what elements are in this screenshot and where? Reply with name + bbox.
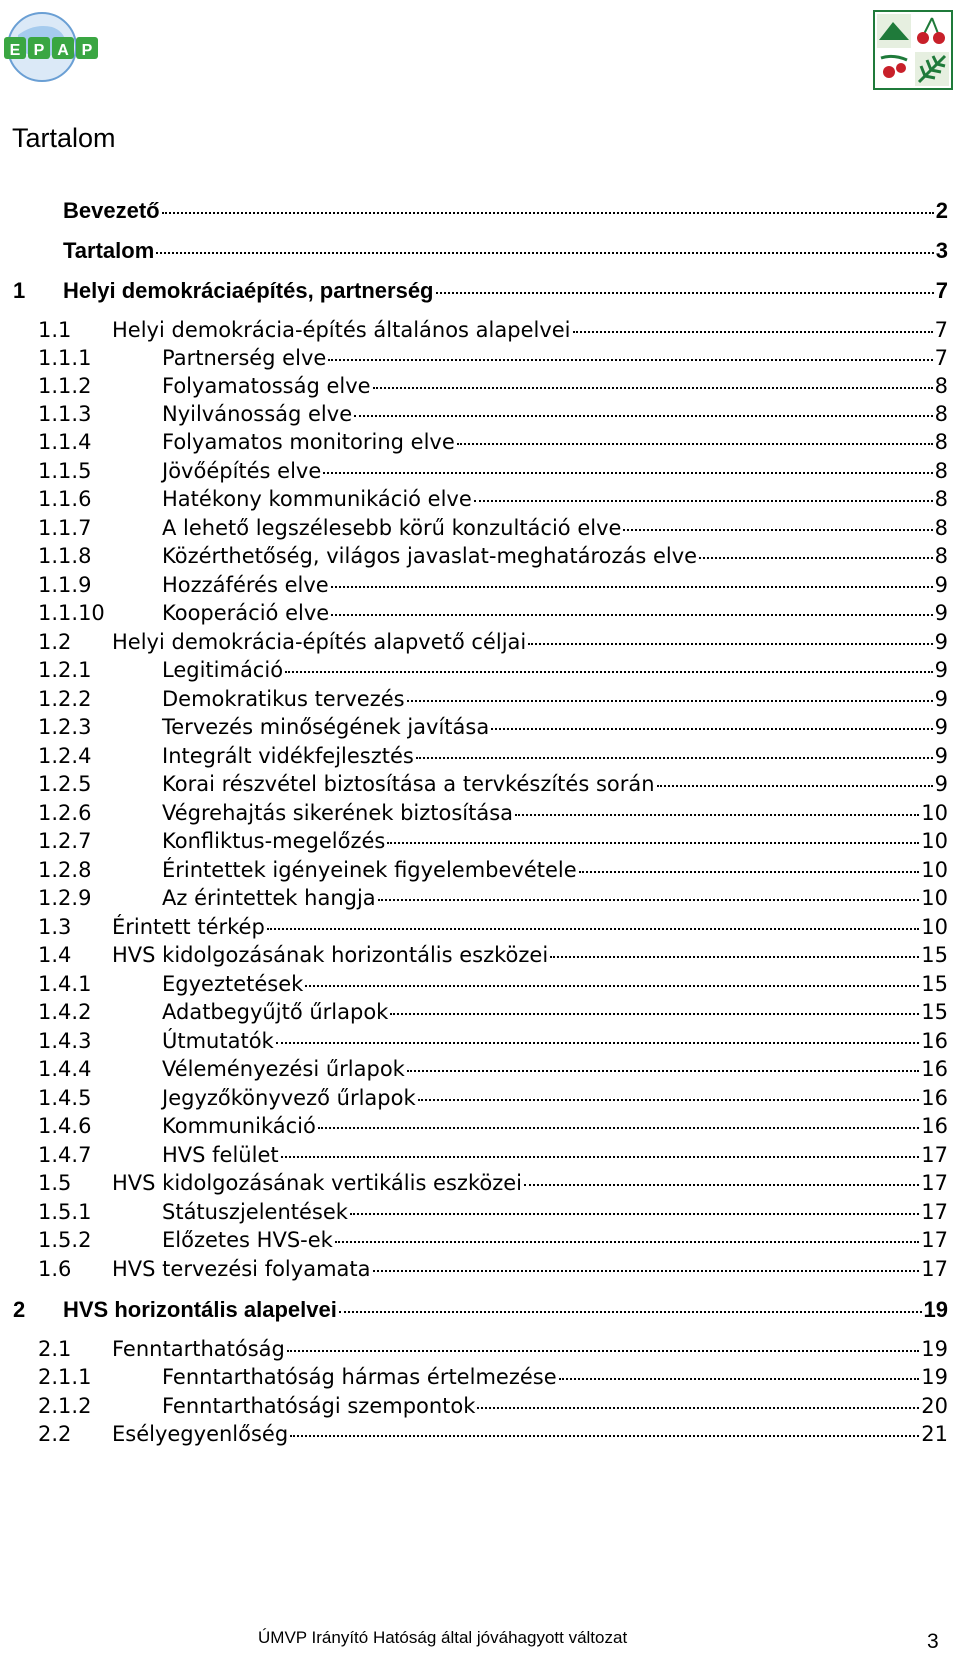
toc-entry[interactable] <box>38 318 948 347</box>
toc-entry-page: 17 <box>921 1257 948 1281</box>
toc-entry[interactable] <box>38 1057 948 1086</box>
toc-entry-page: 20 <box>921 1394 948 1418</box>
toc-dot-leader <box>390 1013 919 1015</box>
toc-dot-leader <box>276 1042 920 1044</box>
toc-entry-number: 1.4.3 <box>38 1029 92 1053</box>
toc-entry-title: Jövőépítés elve <box>162 459 322 483</box>
toc-dot-leader <box>285 671 933 673</box>
toc-entry-number: 1.2.4 <box>38 744 92 768</box>
toc-entry-title: Útmutatók <box>162 1029 274 1053</box>
toc-dot-leader <box>305 985 919 987</box>
toc-entry-title: Korai részvétel biztosítása a tervkészítés során <box>162 772 655 796</box>
toc-entry-page: 9 <box>934 601 948 625</box>
toc-entry-page: 16 <box>921 1114 948 1138</box>
toc-entry-page: 8 <box>934 459 948 483</box>
toc-dot-leader <box>287 1350 919 1352</box>
toc-entry[interactable] <box>38 687 948 716</box>
toc-entry-title: Partnerség elve <box>162 346 327 370</box>
toc-entry-page: 9 <box>934 658 948 682</box>
toc-entry-number: 2.1.1 <box>38 1365 92 1389</box>
toc-entry[interactable] <box>38 1000 948 1029</box>
toc-entry[interactable] <box>38 573 948 602</box>
toc-entry-page: 8 <box>934 402 948 426</box>
toc-entry-number: 1.2.6 <box>38 801 92 825</box>
toc-entry-number: 1.1.8 <box>38 544 92 568</box>
toc-entry-number: 2.2 <box>38 1422 72 1446</box>
toc-entry[interactable] <box>38 544 948 573</box>
toc-dot-leader <box>477 1407 919 1409</box>
toc-entry-title: Jegyzőkönyvező űrlapok <box>162 1086 416 1110</box>
toc-dot-leader <box>559 1378 920 1380</box>
toc-entry-page: 16 <box>921 1029 948 1053</box>
toc-entry[interactable] <box>38 402 948 431</box>
toc-entry-page: 3 <box>935 238 948 263</box>
toc-entry-title: Bevezető <box>63 198 160 223</box>
toc-entry-number: 1.4.7 <box>38 1143 92 1167</box>
epap-logo <box>4 5 104 87</box>
toc-entry[interactable] <box>38 1394 948 1423</box>
toc-entry-page: 16 <box>921 1057 948 1081</box>
toc-entry-title: Fenntarthatóság hármas értelmezése <box>162 1365 557 1389</box>
toc-entry[interactable] <box>13 238 948 268</box>
toc-entry-page: 9 <box>934 772 948 796</box>
toc-heading: Tartalom <box>12 123 116 153</box>
toc-dot-leader <box>528 643 932 645</box>
toc-entry-title: Esélyegyenlőség <box>112 1422 289 1446</box>
toc-entry[interactable] <box>38 829 948 858</box>
toc-entry[interactable] <box>38 1171 948 1200</box>
toc-dot-leader <box>623 529 932 531</box>
toc-entry-title: Folyamatos monitoring elve <box>162 430 455 454</box>
toc-entry-title: Az érintettek hangja <box>162 886 376 910</box>
toc-entry-page: 7 <box>934 346 948 370</box>
toc-entry-title: Demokratikus tervezés <box>162 687 405 711</box>
toc-entry[interactable] <box>13 1297 948 1327</box>
toc-entry-number: 2.1 <box>38 1337 72 1361</box>
toc-entry-number: 1.1.3 <box>38 402 92 426</box>
svg-text:A: A <box>57 42 69 59</box>
toc-dot-leader <box>418 1099 920 1101</box>
toc-entry-page: 8 <box>934 374 948 398</box>
toc-entry-page: 17 <box>921 1200 948 1224</box>
toc-dot-leader <box>318 1127 919 1129</box>
toc-entry-page: 10 <box>921 915 948 939</box>
toc-entry[interactable] <box>38 487 948 516</box>
toc-dot-leader <box>524 1184 919 1186</box>
toc-entry-title: Helyi demokráciaépítés, partnerség <box>63 278 434 303</box>
toc-entry[interactable] <box>38 516 948 545</box>
toc-entry[interactable] <box>38 346 948 375</box>
toc-entry-number: 1.1.10 <box>38 601 105 625</box>
toc-entry-number: 1.5.2 <box>38 1228 92 1252</box>
toc-entry-number: 1.3 <box>38 915 72 939</box>
toc-entry-page: 17 <box>921 1171 948 1195</box>
toc-entry-number: 1.2.5 <box>38 772 92 796</box>
toc-entry-page: 9 <box>934 715 948 739</box>
toc-entry[interactable] <box>38 1143 948 1172</box>
toc-entry-title: Hatékony kommunikáció elve <box>162 487 472 511</box>
svg-text:P: P <box>81 42 93 59</box>
toc-entry-title: HVS kidolgozásának horizontális eszközei <box>112 943 549 967</box>
toc-entry[interactable] <box>38 858 948 887</box>
toc-dot-leader <box>162 212 934 214</box>
toc-entry-number: 1.1 <box>38 318 72 342</box>
toc-entry-page: 8 <box>934 544 948 568</box>
toc-entry[interactable] <box>38 430 948 459</box>
toc-entry[interactable] <box>38 374 948 403</box>
toc-dot-leader <box>339 1311 922 1313</box>
toc-dot-leader <box>335 1241 919 1243</box>
toc-entry[interactable] <box>13 198 948 228</box>
toc-dot-leader <box>267 928 919 930</box>
svg-text:E: E <box>9 42 21 59</box>
toc-entry-number: 1.4.2 <box>38 1000 92 1024</box>
toc-entry-title: HVS felület <box>162 1143 279 1167</box>
toc-entry[interactable] <box>38 772 948 801</box>
toc-dot-leader <box>328 359 932 361</box>
toc-entry[interactable] <box>38 1228 948 1257</box>
toc-entry-page: 10 <box>921 886 948 910</box>
toc-entry[interactable] <box>38 744 948 773</box>
toc-entry-title: Nyilvánosság elve <box>162 402 353 426</box>
toc-entry-title: Fenntarthatósági szempontok <box>162 1394 476 1418</box>
toc-entry-title: Tervezés minőségének javítása <box>162 715 490 739</box>
toc-entry-number: 1 <box>13 278 26 303</box>
toc-entry-number: 2 <box>13 1297 26 1322</box>
toc-entry-number: 1.1.5 <box>38 459 92 483</box>
toc-dot-leader <box>579 871 920 873</box>
toc-entry-number: 1.2.8 <box>38 858 92 882</box>
toc-entry-title: Egyeztetések <box>162 972 304 996</box>
toc-entry[interactable] <box>38 886 948 915</box>
toc-entry-number: 1.4.6 <box>38 1114 92 1138</box>
toc-entry-title: Adatbegyűjtő űrlapok <box>162 1000 389 1024</box>
toc-entry-title: Hozzáférés elve <box>162 573 329 597</box>
toc-entry-number: 1.2.9 <box>38 886 92 910</box>
toc-entry-page: 7 <box>935 278 948 303</box>
toc-entry-page: 9 <box>934 744 948 768</box>
toc-entry-number: 1.1.4 <box>38 430 92 454</box>
toc-entry[interactable] <box>38 459 948 488</box>
toc-entry-page: 8 <box>934 516 948 540</box>
toc-dot-leader <box>436 292 934 294</box>
toc-entry-number: 1.2.2 <box>38 687 92 711</box>
footer-text: ÚMVP Irányító Hatóság által jóváhagyott változat <box>258 1628 628 1647</box>
toc-entry-title: HVS tervezési folyamata <box>112 1257 371 1281</box>
toc-entry[interactable] <box>38 630 948 659</box>
toc-entry[interactable] <box>38 801 948 830</box>
toc-entry-page: 16 <box>921 1086 948 1110</box>
toc-entry-page: 19 <box>921 1337 948 1361</box>
toc-dot-leader <box>378 899 920 901</box>
toc-entry[interactable] <box>13 278 948 308</box>
toc-entry-page: 7 <box>934 318 948 342</box>
toc-entry-page: 15 <box>921 972 948 996</box>
toc-entry-page: 19 <box>923 1297 948 1322</box>
toc-entry-page: 15 <box>921 1000 948 1024</box>
toc-entry-number: 1.4 <box>38 943 72 967</box>
toc-dot-leader <box>573 331 933 333</box>
toc-entry-number: 1.1.1 <box>38 346 92 370</box>
toc-dot-leader <box>331 586 933 588</box>
toc-entry-title: HVS kidolgozásának vertikális eszközei <box>112 1171 522 1195</box>
toc-entry-title: Érintettek igényeinek figyelembevétele <box>162 858 577 882</box>
toc-dot-leader <box>373 1270 920 1272</box>
toc-entry-page: 9 <box>934 630 948 654</box>
toc-entry[interactable] <box>38 715 948 744</box>
toc-entry-number: 1.2.1 <box>38 658 92 682</box>
svg-text:P: P <box>33 42 45 59</box>
toc-dot-leader <box>290 1435 919 1437</box>
toc-entry[interactable] <box>38 943 948 972</box>
toc-entry-page: 9 <box>934 687 948 711</box>
toc-entry-page: 19 <box>921 1365 948 1389</box>
toc-dot-leader <box>373 387 933 389</box>
toc-entry-title: Státuszjelentések <box>162 1200 348 1224</box>
toc-entry-number: 1.4.5 <box>38 1086 92 1110</box>
cherries-emblem-logo <box>873 10 953 90</box>
footer-page-number: 3 <box>927 1630 939 1653</box>
toc-entry-page: 17 <box>921 1143 948 1167</box>
toc-entry[interactable] <box>38 1200 948 1229</box>
toc-entry[interactable] <box>38 1422 948 1451</box>
toc-entry-title: Közérthetőség, világos javaslat-meghatározás elve <box>162 544 698 568</box>
toc-entry-title: Konfliktus-megelőzés <box>162 829 386 853</box>
toc-entry-title: Integrált vidékfejlesztés <box>162 744 414 768</box>
toc-entry-page: 8 <box>934 430 948 454</box>
toc-dot-leader <box>474 500 933 502</box>
toc-entry-number: 1.1.2 <box>38 374 92 398</box>
toc-dot-leader <box>323 472 932 474</box>
toc-entry[interactable] <box>38 601 948 630</box>
toc-entry[interactable] <box>38 915 948 944</box>
toc-entry-page: 8 <box>934 487 948 511</box>
toc-entry-title: Legitimáció <box>162 658 284 682</box>
toc-entry-page: 2 <box>935 198 948 223</box>
toc-dot-leader <box>699 557 933 559</box>
toc-entry-title: Végrehajtás sikerének biztosítása <box>162 801 514 825</box>
toc-entry[interactable] <box>38 1114 948 1143</box>
toc-entry-title: Helyi demokrácia-építés alapvető céljai <box>112 630 527 654</box>
toc-entry-title: Kommunikáció <box>162 1114 316 1138</box>
toc-dot-leader <box>416 757 933 759</box>
toc-dot-leader <box>350 1213 919 1215</box>
toc-dot-leader <box>331 614 932 616</box>
toc-entry-number: 1.4.4 <box>38 1057 92 1081</box>
toc-dot-leader <box>550 956 919 958</box>
toc-entry-number: 1.5 <box>38 1171 72 1195</box>
toc-dot-leader <box>407 1070 919 1072</box>
toc-entry-title: A lehető legszélesebb körű konzultáció elve <box>162 516 622 540</box>
toc-entry-number: 1.1.9 <box>38 573 92 597</box>
toc-entry[interactable] <box>38 1365 948 1394</box>
toc-entry[interactable] <box>38 972 948 1001</box>
toc-entry-number: 1.1.7 <box>38 516 92 540</box>
toc-entry-title: Tartalom <box>63 238 155 263</box>
toc-dot-leader <box>515 814 919 816</box>
toc-entry-number: 1.2 <box>38 630 72 654</box>
toc-entry-title: Fenntarthatóság <box>112 1337 285 1361</box>
toc-entry-title: Előzetes HVS-ek <box>162 1228 333 1252</box>
toc-entry-title: Kooperáció elve <box>162 601 330 625</box>
toc-entry-title: Érintett térkép <box>112 915 265 939</box>
toc-entry[interactable] <box>38 1257 948 1286</box>
toc-entry-title: Helyi demokrácia-építés általános alapelvei <box>112 318 571 342</box>
toc-dot-leader <box>156 252 933 254</box>
toc-entry-number: 1.5.1 <box>38 1200 92 1224</box>
toc-entry-title: Véleményezési űrlapok <box>162 1057 405 1081</box>
toc-entry-number: 1.2.3 <box>38 715 92 739</box>
toc-entry[interactable] <box>38 1337 948 1366</box>
toc-dot-leader <box>281 1156 920 1158</box>
toc-entry-number: 1.2.7 <box>38 829 92 853</box>
toc-entry-number: 2.1.2 <box>38 1394 92 1418</box>
toc-entry-number: 1.4.1 <box>38 972 92 996</box>
toc-entry-number: 1.6 <box>38 1257 72 1281</box>
toc-dot-leader <box>407 700 933 702</box>
toc-dot-leader <box>387 842 919 844</box>
toc-entry-page: 10 <box>921 858 948 882</box>
toc-entry-page: 10 <box>921 829 948 853</box>
toc-entry-title: Folyamatosság elve <box>162 374 371 398</box>
toc-entry-title: HVS horizontális alapelvei <box>63 1297 337 1322</box>
toc-entry-number: 1.1.6 <box>38 487 92 511</box>
toc-entry-page: 9 <box>934 573 948 597</box>
toc-entry[interactable] <box>38 658 948 687</box>
toc-dot-leader <box>457 443 933 445</box>
toc-dot-leader <box>657 785 933 787</box>
toc-entry[interactable] <box>38 1029 948 1058</box>
toc-entry-page: 10 <box>921 801 948 825</box>
toc-dot-leader <box>354 415 933 417</box>
toc-entry-page: 17 <box>921 1228 948 1252</box>
toc-dot-leader <box>491 728 932 730</box>
toc-entry-page: 15 <box>921 943 948 967</box>
toc-entry[interactable] <box>38 1086 948 1115</box>
toc-entry-page: 21 <box>921 1422 948 1446</box>
